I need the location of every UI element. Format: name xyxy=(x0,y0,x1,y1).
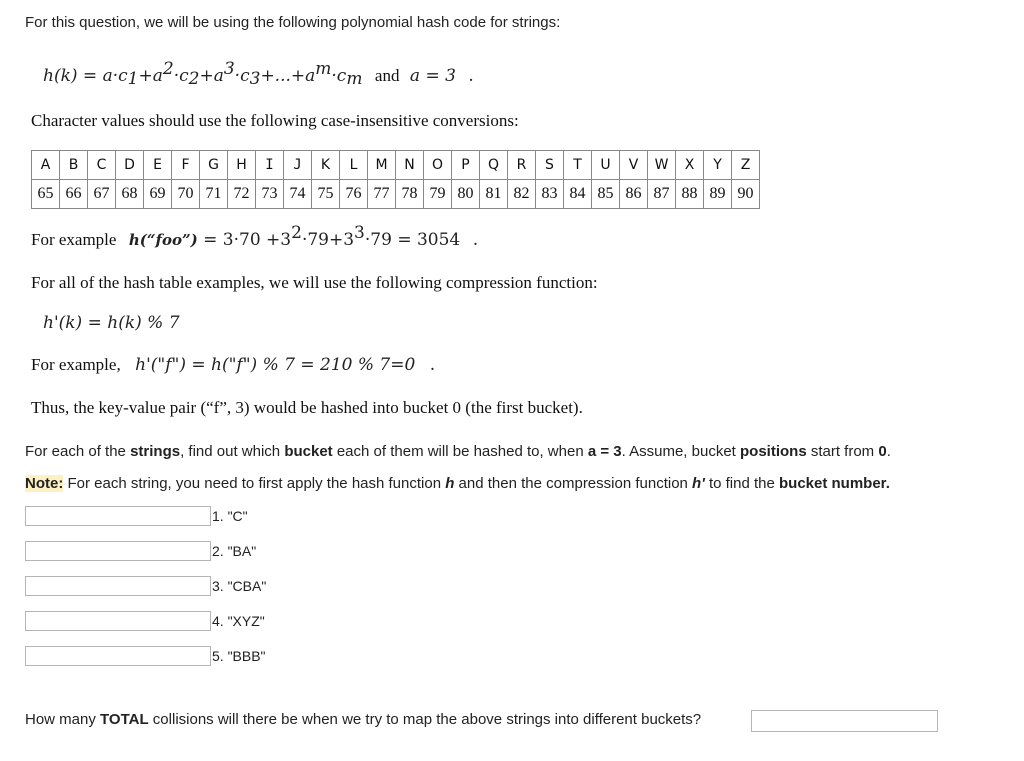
value-cell: 89 xyxy=(704,180,732,209)
value-cell: 79 xyxy=(424,180,452,209)
letter-cell: J xyxy=(284,151,312,180)
value-cell: 83 xyxy=(536,180,564,209)
value-cell: 80 xyxy=(452,180,480,209)
letter-cell: E xyxy=(144,151,172,180)
note-text: Note: For each string, you need to first apply the hash function h and then the compression function h' to find the bucket number. xyxy=(25,475,890,492)
value-cell: 74 xyxy=(284,180,312,209)
value-cell: 69 xyxy=(144,180,172,209)
value-cell: 72 xyxy=(228,180,256,209)
value-cell: 86 xyxy=(620,180,648,209)
value-cell: 70 xyxy=(172,180,200,209)
value-cell: 88 xyxy=(676,180,704,209)
letter-cell: L xyxy=(340,151,368,180)
letter-cell: K xyxy=(312,151,340,180)
value-cell: 65 xyxy=(32,180,60,209)
letter-cell: Z xyxy=(732,151,760,180)
compression-intro: For all of the hash table examples, we will use the following compression function: xyxy=(31,273,598,292)
answer-input-4[interactable] xyxy=(25,611,211,631)
value-cell: 75 xyxy=(312,180,340,209)
value-cell: 85 xyxy=(592,180,620,209)
answer-input-5[interactable] xyxy=(25,646,211,666)
value-cell: 81 xyxy=(480,180,508,209)
letters-row xyxy=(32,151,760,180)
letter-cell: X xyxy=(676,151,704,180)
example-hash: For example h(“foo”) = $3\cdot 70 +3^2\cdot 79+3^3\cdot 79 = 3054$ . xyxy=(31,223,479,250)
example2-expr: h'("f") = h("f") % 7 = 210 % 7=0 xyxy=(135,355,416,375)
letter-cell: S xyxy=(536,151,564,180)
question-label-4: 4. "XYZ" xyxy=(212,613,265,629)
compression-formula: h'(k) = h(k) % 7 xyxy=(43,313,180,333)
char-conversion-table xyxy=(31,150,760,209)
letter-cell: V xyxy=(620,151,648,180)
letter-cell: B xyxy=(60,151,88,180)
value-cell: 82 xyxy=(508,180,536,209)
letter-cell: P xyxy=(452,151,480,180)
value-cell: 73 xyxy=(256,180,284,209)
letter-cell: U xyxy=(592,151,620,180)
value-cell: 71 xyxy=(200,180,228,209)
letter-cell: N xyxy=(396,151,424,180)
formula-and: and xyxy=(374,66,400,85)
letter-cell: D xyxy=(116,151,144,180)
value-cell: 90 xyxy=(732,180,760,209)
question-label-5: 5. "BBB" xyxy=(212,648,266,664)
value-cell: 67 xyxy=(88,180,116,209)
letter-cell: T xyxy=(564,151,592,180)
example2-lead: For example, xyxy=(31,355,121,374)
thus-text: Thus, the key-value pair (“f”, 3) would be hashed into bucket 0 (the first bucket). xyxy=(31,398,583,417)
intro-text: For this question, we will be using the following polynomial hash code for strings: xyxy=(25,14,561,31)
letter-cell: W xyxy=(648,151,676,180)
value-cell: 84 xyxy=(564,180,592,209)
letter-cell: F xyxy=(172,151,200,180)
example-func: h(“foo”) xyxy=(128,231,198,249)
letter-cell: I xyxy=(256,151,284,180)
formula-lhs: h(k) = xyxy=(43,66,103,86)
value-cell: 76 xyxy=(340,180,368,209)
value-cell: 87 xyxy=(648,180,676,209)
question-label-2: 2. "BA" xyxy=(212,543,257,559)
answer-input-3[interactable] xyxy=(25,576,211,596)
letter-cell: M xyxy=(368,151,396,180)
question-label-1: 1. "C" xyxy=(212,508,248,524)
value-cell: 68 xyxy=(116,180,144,209)
collisions-question: How many TOTAL collisions will there be when we try to map the above strings into different buckets? xyxy=(25,711,702,728)
letter-cell: C xyxy=(88,151,116,180)
hash-formula: $h(k) = a\cdot c_1+a^2\cdot c_2+a^3\cdot c_3+...+a^m\cdot c_m$ and a = 3 . xyxy=(43,59,474,89)
formula-a-value: a = 3 xyxy=(409,66,456,86)
instruction-text: For each of the strings, find out which bucket each of them will be hashed to, when a = 3. Assume, bucket positions start from 0. xyxy=(25,443,891,460)
answer-input-2[interactable] xyxy=(25,541,211,561)
letter-cell: G xyxy=(200,151,228,180)
value-cell: 77 xyxy=(368,180,396,209)
values-row xyxy=(32,180,760,209)
value-cell: 66 xyxy=(60,180,88,209)
collisions-input[interactable] xyxy=(751,710,938,732)
value-cell: 78 xyxy=(396,180,424,209)
letter-cell: Y xyxy=(704,151,732,180)
letter-cell: A xyxy=(32,151,60,180)
answer-input-1[interactable] xyxy=(25,506,211,526)
example-lead: For example xyxy=(31,230,117,249)
letter-cell: O xyxy=(424,151,452,180)
letter-cell: Q xyxy=(480,151,508,180)
letter-cell: H xyxy=(228,151,256,180)
question-label-3: 3. "CBA" xyxy=(212,578,267,594)
char-values-text: Character values should use the following case-insensitive conversions: xyxy=(31,111,519,130)
example-compression: For example, h'("f") = h("f") % 7 = 210 % 7=0 . xyxy=(31,355,436,375)
note-label: Note: xyxy=(25,475,64,492)
letter-cell: R xyxy=(508,151,536,180)
